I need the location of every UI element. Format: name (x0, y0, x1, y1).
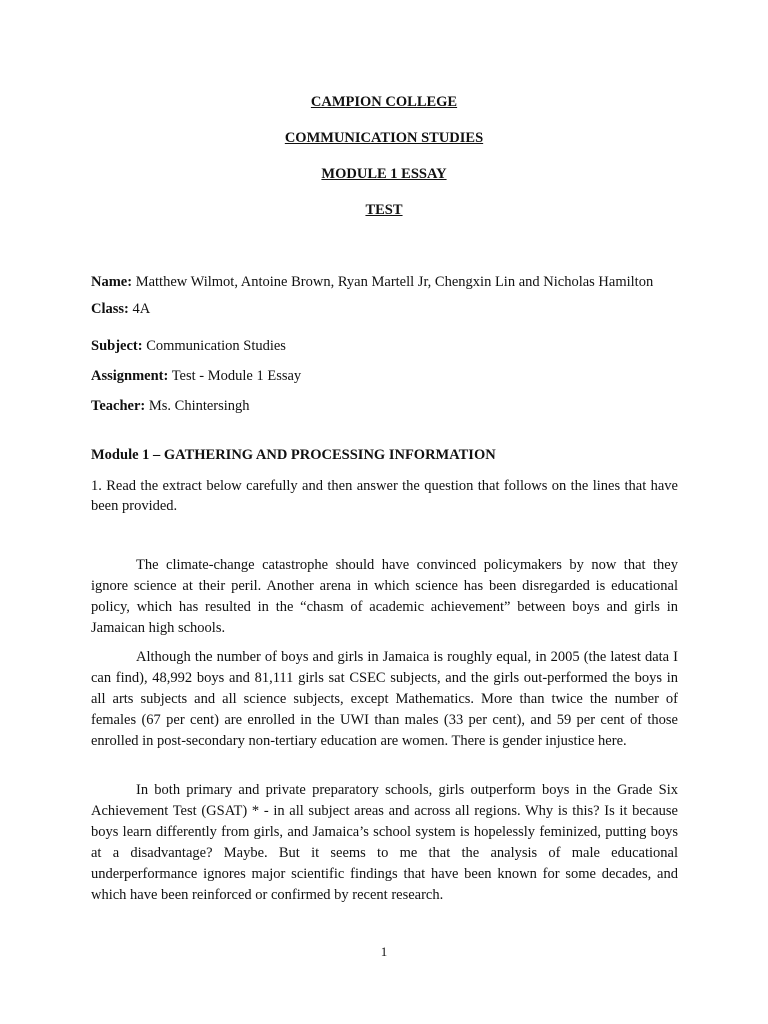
question-text: 1. Read the extract below carefully and then answer the question that follows on the lines that have been provided. (91, 478, 678, 514)
module-heading: Module 1 – GATHERING AND PROCESSING INFORMATION (91, 447, 496, 463)
class-label: Class: (91, 301, 129, 317)
test-title: TEST (365, 202, 403, 218)
module-title: MODULE 1 ESSAY (321, 166, 447, 182)
teacher-label: Teacher: (91, 398, 146, 414)
subject-field (91, 338, 691, 355)
page-number: 1 (380, 944, 388, 959)
extract-paragraph-2: Although the number of boys and girls in Jamaica is roughly equal, in 2005 (the latest data I can find), 48,992 boys and 81,111 girls sat CSEC subjects, and the girls out-performed the boys in all arts subjects and all science subjects, except Mathematics. More than twice the number of females (67 per cent) are enrolled in the UWI than males (33 per cent), and 59 per cent of those enrolled in post-secondary non-tertiary education are women. There is gender injustice here. (91, 649, 678, 749)
class-value: 4A (128, 301, 151, 317)
college-title: CAMPION COLLEGE (310, 94, 458, 110)
subject-title: COMMUNICATION STUDIES (284, 130, 484, 146)
subject-label: Subject: (91, 338, 143, 354)
extract-paragraph-1: The climate-change catastrophe should have convinced policymakers by now that they ignore science at their peril. Another arena in which science has been disregarded is educational policy, which has resulted in the “chasm of academic achievement” between boys and girls in Jamaican high schools. (91, 557, 678, 636)
assignment-value: Test - Module 1 Essay (168, 368, 302, 384)
assignment-field (91, 368, 691, 385)
subject-value: Communication Studies (142, 338, 286, 354)
teacher-field (91, 398, 691, 415)
teacher-value: Ms. Chintersingh (145, 398, 250, 414)
name-field (91, 274, 691, 291)
assignment-label: Assignment: (91, 368, 169, 384)
name-label: Name: (91, 274, 133, 290)
name-value: Matthew Wilmot, Antoine Brown, Ryan Martell Jr, Chengxin Lin and Nicholas Hamilton (132, 274, 654, 290)
class-field (91, 301, 691, 318)
extract-paragraph-3: In both primary and private preparatory schools, girls outperform boys in the Grade Six Achievement Test (GSAT) * - in all subject areas and across all regions. Why is this? Is it because boys learn differently from girls, and Jamaica’s school system is hopelessly feminized, putting boys at a disadvantage? Maybe. But it seems to me that the analysis of male educational underperformance ignores major scientific findings that have been known for some decades, and which have been reinforced or confirmed by recent research. (91, 782, 678, 903)
